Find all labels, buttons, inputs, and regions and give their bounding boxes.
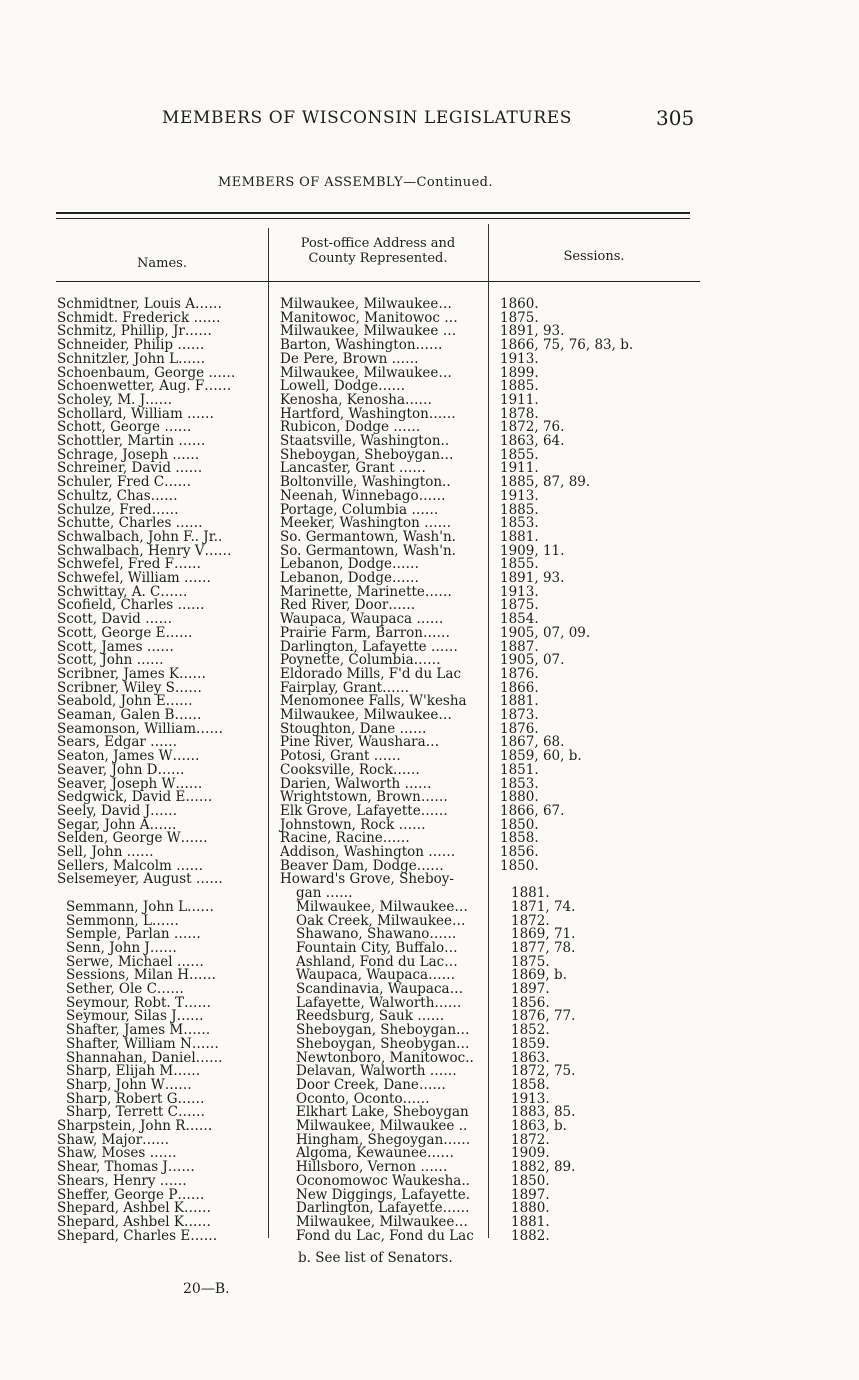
member-address: Milwaukee, Milwaukee… [296, 898, 468, 915]
member-sessions: 1883, 85. [511, 1104, 576, 1121]
member-address: Milwaukee, Milwaukee… [280, 707, 452, 723]
member-name: Seamonson, William…… [57, 720, 224, 737]
member-address: Elkhart Lake, Sheboygan [296, 1104, 469, 1121]
member-sessions: 1897. [511, 981, 550, 997]
member-address: Milwaukee, Milwaukee… [280, 364, 452, 381]
member-address: Lebanon, Dodge…… [280, 570, 419, 586]
member-sessions: 1853. [500, 515, 539, 532]
member-name: Schmitz, Phillip, Jr…… [57, 323, 212, 340]
member-name: Shear, Thomas J…… [57, 1159, 195, 1176]
member-address: Darien, Walworth …… [280, 775, 432, 792]
member-name: Shepard, Ashbel K…… [57, 1200, 211, 1217]
member-address: Milwaukee, Milwaukee … [280, 323, 457, 340]
member-name: Shaw, Major…… [57, 1131, 170, 1148]
member-sessions: 1911. [500, 460, 539, 477]
member-address: Newtonboro, Manitowoc.. [296, 1049, 474, 1066]
member-address: Lebanon, Dodge…… [280, 556, 419, 573]
member-address: Poynette, Columbia…… [280, 652, 441, 669]
member-name: Scott, David …… [57, 611, 173, 628]
member-name: Seaman, Galen B…… [57, 707, 202, 723]
member-address: Pine River, Waushara… [280, 734, 440, 751]
column-divider-left [268, 228, 269, 1238]
member-address: Portage, Columbia …… [280, 501, 439, 518]
member-address: Racine, Racine…… [280, 830, 410, 847]
member-sessions: 1911. [500, 391, 539, 408]
member-address: gan …… [296, 885, 353, 902]
member-name: Shaw, Moses …… [57, 1145, 177, 1162]
column-header-address-line2: County Represented. [308, 251, 448, 266]
member-name: Schwefel, William …… [57, 570, 211, 586]
member-sessions: 1866, 67. [500, 802, 565, 819]
member-name: Schmidt. Frederick …… [57, 309, 221, 326]
member-sessions: 1877, 78. [511, 939, 576, 956]
member-address: Door Creek, Dane…… [296, 1076, 446, 1093]
member-address: Eldorado Mills, F'd du Lac [280, 665, 462, 682]
member-address: Prairie Farm, Barron…… [280, 624, 450, 641]
header-rule-bottom [56, 281, 700, 282]
member-name: Schultz, Chas…… [57, 487, 178, 504]
member-sessions: 1905, 07. [500, 652, 565, 669]
member-name: Segar, John A…… [57, 816, 177, 833]
member-sessions: 1905, 07, 09. [500, 624, 591, 641]
member-sessions: 1880. [500, 789, 539, 806]
member-sessions: 1850. [500, 816, 539, 833]
member-sessions: 1882. [511, 1227, 550, 1244]
member-sessions: 1909. [511, 1145, 550, 1162]
member-address: Milwaukee, Milwaukee .. [296, 1118, 468, 1134]
member-name: Seaver, Joseph W…… [57, 775, 203, 792]
member-name: Sellers, Malcolm …… [57, 857, 204, 874]
member-sessions: 1867, 68. [500, 734, 565, 751]
member-sessions: 1875. [511, 953, 550, 970]
member-sessions: 1881. [511, 1213, 550, 1230]
member-name: Semple, Parlan …… [66, 926, 201, 943]
member-sessions: 1859. [511, 1035, 550, 1052]
member-sessions: 1880. [511, 1200, 550, 1217]
member-sessions: 1856. [511, 994, 550, 1011]
section-title: MEMBERS OF ASSEMBLY—Continued. [218, 175, 493, 190]
member-address: Shawano, Shawano…… [296, 926, 457, 943]
member-name: Scott, James …… [57, 638, 174, 655]
member-address: Barton, Washington…… [280, 337, 443, 354]
member-sessions: 1881. [500, 528, 539, 545]
member-sessions: 1851. [500, 761, 539, 778]
member-address: Wrightstown, Brown…… [280, 789, 448, 806]
member-address: Lowell, Dodge…… [280, 378, 406, 395]
member-address: Waupaca, Waupaca …… [280, 611, 444, 628]
member-address: Rubicon, Dodge …… [280, 419, 421, 436]
page-number: 305 [656, 106, 695, 130]
member-name: Serwe, Michael …… [66, 953, 204, 970]
member-address: Delavan, Walworth …… [296, 1063, 457, 1080]
member-address: Oconomowoc Waukesha.. [296, 1172, 470, 1189]
member-name: Schnitzler, John L…… [57, 350, 206, 367]
member-address: Neenah, Winnebago…… [280, 487, 446, 504]
member-name: Shafter, William N…… [66, 1035, 219, 1052]
member-name: Schott, George …… [57, 419, 192, 436]
member-address: Cooksville, Rock…… [280, 761, 420, 778]
member-name: Semmonn, L…… [66, 912, 179, 929]
member-name: Seabold, John E…… [57, 693, 193, 710]
page-header-title: MEMBERS OF WISCONSIN LEGISLATURES [162, 108, 573, 128]
member-sessions: 1899. [500, 364, 539, 381]
member-address: Algoma, Kewaunee…… [296, 1145, 454, 1162]
member-address: Beaver Dam, Dodge…… [280, 857, 444, 874]
member-sessions: 1869, 71. [511, 926, 576, 943]
member-name: Scribner, James K…… [57, 665, 207, 682]
member-name: Sharp, Elijah M…… [66, 1063, 201, 1080]
member-sessions: 1873. [500, 707, 539, 723]
member-address: Milwaukee, Milwaukee… [296, 1213, 468, 1230]
member-address: So. Germantown, Wash'n. [280, 542, 456, 559]
member-name: Sharp, Terrett C…… [66, 1104, 205, 1121]
member-name: Selsemeyer, August …… [57, 871, 223, 888]
member-name: Sell, John …… [57, 844, 154, 860]
member-sessions: 1863, b. [511, 1118, 567, 1134]
member-sessions: 1863. [511, 1049, 550, 1066]
member-name: Schutte, Charles …… [57, 515, 203, 532]
member-name: Schottler, Martin …… [57, 433, 206, 449]
member-name: Schwalbach, Henry V…… [57, 542, 232, 559]
member-address: Oak Creek, Milwaukee… [296, 912, 466, 929]
signature-mark: 20—B. [183, 1281, 230, 1297]
member-sessions: 1858. [511, 1076, 550, 1093]
member-address: Johnstown, Rock …… [280, 816, 426, 833]
member-name: Schulze, Fred…… [57, 501, 179, 518]
member-name: Sessions, Milan H…… [66, 967, 217, 984]
member-address: Kenosha, Kenosha…… [280, 391, 432, 408]
member-name: Schwittay, A. C…… [57, 583, 188, 600]
member-sessions: 1885, 87, 89. [500, 474, 591, 491]
member-name: Scott, George E…… [57, 624, 193, 641]
member-name: Seymour, Robt. T…… [66, 994, 211, 1011]
member-sessions: 1887. [500, 638, 539, 655]
member-name: Schoenbaum, George …… [57, 364, 236, 381]
member-address: Red River, Door…… [280, 597, 416, 614]
member-address: Ashland, Fond du Lac… [296, 953, 458, 970]
member-address: Milwaukee, Milwaukee… [280, 296, 452, 312]
member-sessions: 1850. [500, 857, 539, 874]
member-sessions: 1876. [500, 665, 539, 682]
member-address: Hartford, Washington…… [280, 405, 456, 422]
member-sessions: 1872, 76. [500, 419, 565, 436]
member-name: Sharp, Robert G…… [66, 1090, 205, 1107]
member-name: Scott, John …… [57, 652, 164, 669]
member-name: Shafter, James M…… [66, 1022, 211, 1039]
member-sessions: 1872. [511, 912, 550, 929]
member-name: Schmidtner, Louis A…… [57, 296, 222, 312]
member-address: Howard's Grove, Sheboy- [280, 871, 454, 888]
member-sessions: 1850. [511, 1172, 550, 1189]
top-rule-thick [56, 212, 690, 214]
member-address: Oconto, Oconto…… [296, 1090, 430, 1107]
member-name: Senn, John J…… [66, 939, 177, 956]
member-address: Reedsburg, Sauk …… [296, 1008, 445, 1025]
member-address: Addison, Washington …… [280, 844, 456, 860]
member-sessions: 1909, 11. [500, 542, 565, 559]
member-sessions: 1876, 77. [511, 1008, 576, 1025]
member-address: Meeker, Washington …… [280, 515, 452, 532]
member-sessions: 1854. [500, 611, 539, 628]
member-sessions: 1859, 60, b. [500, 748, 582, 765]
member-sessions: 1885. [500, 501, 539, 518]
member-address: Fond du Lac, Fond du Lac [296, 1227, 474, 1244]
member-sessions: 1876. [500, 720, 539, 737]
member-sessions: 1882, 89. [511, 1159, 576, 1176]
member-name: Schneider, Philip …… [57, 337, 205, 354]
member-address: Sheboygan, Sheboygan… [296, 1022, 470, 1039]
member-address: Darlington, Lafayette…… [296, 1200, 470, 1217]
member-sessions: 1881. [511, 885, 550, 902]
member-address: Darlington, Lafayette …… [280, 638, 458, 655]
member-address: Menomonee Falls, W'kesha [280, 693, 467, 710]
member-sessions: 1872. [511, 1131, 550, 1148]
member-name: Sheffer, George P…… [57, 1186, 205, 1203]
member-name: Shepard, Charles E…… [57, 1227, 218, 1244]
member-sessions: 1866. [500, 679, 539, 696]
member-sessions: 1860. [500, 296, 539, 312]
column-header-sessions: Sessions. [563, 249, 625, 264]
member-address: Stoughton, Dane …… [280, 720, 427, 737]
member-address: Elk Grove, Lafayette…… [280, 802, 448, 819]
member-address: So. Germantown, Wash'n. [280, 528, 456, 545]
member-name: Schwalbach, John F.. Jr.. [57, 528, 223, 545]
member-address: Hillsboro, Vernon …… [296, 1159, 448, 1176]
column-divider-right [488, 224, 489, 1238]
member-name: Selden, George W…… [57, 830, 208, 847]
member-sessions: 1855. [500, 446, 539, 463]
member-name: Scholey, M. J…… [57, 391, 173, 408]
member-sessions: 1891, 93. [500, 570, 565, 586]
member-name: Schreiner, David …… [57, 460, 203, 477]
member-address: Fountain City, Buffalo… [296, 939, 458, 956]
member-name: Sharpstein, John R…… [57, 1118, 213, 1134]
member-sessions: 1913. [500, 350, 539, 367]
member-name: Seaton, James W…… [57, 748, 200, 765]
member-address: Lafayette, Walworth…… [296, 994, 462, 1011]
member-sessions: 1866, 75, 76, 83, b. [500, 337, 634, 354]
member-sessions: 1856. [500, 844, 539, 860]
member-name: Schwefel, Fred F…… [57, 556, 202, 573]
member-sessions: 1878. [500, 405, 539, 422]
member-name: Scribner, Wiley S…… [57, 679, 202, 696]
member-name: Sether, Ole C…… [66, 981, 184, 997]
member-address: New Diggings, Lafayette. [296, 1186, 471, 1203]
member-sessions: 1852. [511, 1022, 550, 1039]
member-address: Manitowoc, Manitowoc … [280, 309, 458, 326]
member-address: Sheboygan, Sheboygan… [280, 446, 454, 463]
member-sessions: 1913. [500, 487, 539, 504]
member-sessions: 1858. [500, 830, 539, 847]
member-sessions: 1885. [500, 378, 539, 395]
member-sessions: 1863, 64. [500, 433, 565, 449]
member-address: Waupaca, Waupaca…… [296, 967, 456, 984]
member-name: Schuler, Fred C…… [57, 474, 192, 491]
member-address: Lancaster, Grant …… [280, 460, 426, 477]
column-header-names: Names. [137, 256, 187, 271]
member-name: Shannahan, Daniel…… [66, 1049, 223, 1066]
member-sessions: 1891, 93. [500, 323, 565, 340]
member-sessions: 1855. [500, 556, 539, 573]
member-sessions: 1872, 75. [511, 1063, 576, 1080]
member-address: Boltonville, Washington.. [280, 474, 451, 491]
member-sessions: 1875. [500, 309, 539, 326]
member-address: Fairplay, Grant…… [280, 679, 410, 696]
member-sessions: 1897. [511, 1186, 550, 1203]
member-name: Schrage, Joseph …… [57, 446, 200, 463]
member-sessions: 1853. [500, 775, 539, 792]
member-sessions: 1869, b. [511, 967, 567, 984]
column-header-address-line1: Post-office Address and [300, 236, 456, 251]
member-address: Hingham, Shegoygan…… [296, 1131, 471, 1148]
member-address: Sheboygan, Sheobygan… [296, 1035, 470, 1052]
member-name: Seaver, John D…… [57, 761, 185, 778]
member-name: Schollard, William …… [57, 405, 215, 422]
member-name: Sharp, John W…… [66, 1076, 192, 1093]
member-sessions: 1881. [500, 693, 539, 710]
member-name: Schoenwetter, Aug. F…… [57, 378, 232, 395]
top-rule-thin [56, 218, 690, 219]
member-address: Scandinavia, Waupaca… [296, 981, 464, 997]
member-name: Seymour, Silas J…… [66, 1008, 204, 1025]
member-name: Sedgwick, David E…… [57, 789, 213, 806]
member-name: Semmann, John L…… [66, 898, 215, 915]
member-address: Marinette, Marinette…… [280, 583, 452, 600]
member-address: Staatsville, Washington.. [280, 433, 450, 449]
member-sessions: 1913. [511, 1090, 550, 1107]
member-address: De Pere, Brown …… [280, 350, 419, 367]
member-sessions: 1875. [500, 597, 539, 614]
member-name: Scofield, Charles …… [57, 597, 205, 614]
member-address: Potosi, Grant …… [280, 748, 401, 765]
footnote: b. See list of Senators. [298, 1250, 453, 1266]
member-name: Shepard, Ashbel K…… [57, 1213, 211, 1230]
member-sessions: 1871, 74. [511, 898, 576, 915]
member-name: Seely, David J…… [57, 802, 178, 819]
member-name: Sears, Edgar …… [57, 734, 178, 751]
member-sessions: 1913. [500, 583, 539, 600]
member-name: Shears, Henry …… [57, 1172, 187, 1189]
